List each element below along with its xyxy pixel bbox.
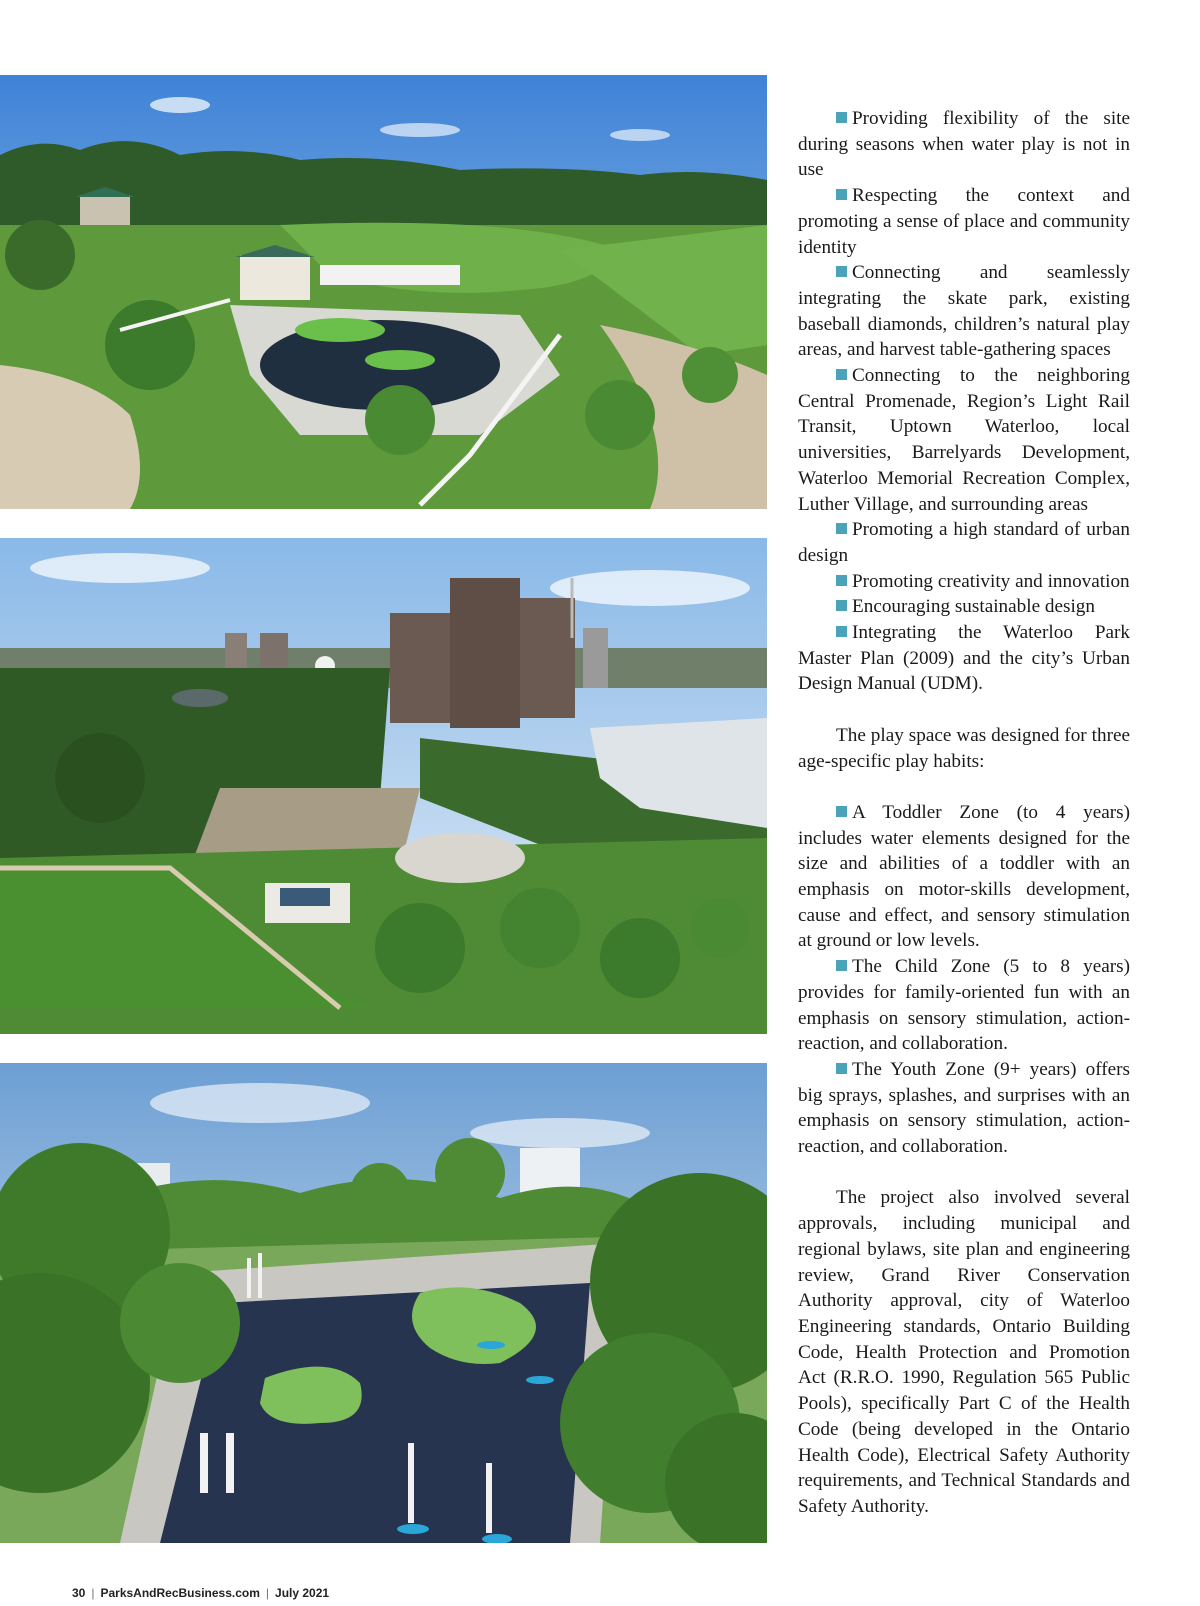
bullet-item: Providing flexibility of the site during seasons when water play is not in use — [798, 108, 1130, 181]
bullet-item: Promoting creativity and innovation — [798, 569, 1130, 595]
zones-intro-paragraph: The play space was designed for three age-specific play habits: — [798, 724, 1130, 772]
square-bullet-icon — [836, 189, 847, 200]
article-text-column — [798, 106, 1130, 1520]
bullet-item: Connecting to the neighboring Central Promenade, Region’s Light Rail Transit, Uptown Waterloo, local universities, Barrelyards Development, Waterloo Memorial Recreation Complex, Luther Village, and surrounding areas — [798, 365, 1130, 515]
issue-date: July 2021 — [275, 1586, 330, 1600]
square-bullet-icon — [836, 806, 847, 817]
footer-separator: | — [265, 1586, 270, 1600]
square-bullet-icon — [836, 1063, 847, 1074]
bullet-item: Connecting and seamlessly integrating the skate park, existing baseball diamonds, children’s natural play areas, and harvest table-gathering spaces — [798, 262, 1130, 361]
paragraph-spacer — [798, 1160, 1130, 1186]
square-bullet-icon — [836, 626, 847, 637]
paragraph-spacer — [798, 774, 1130, 800]
splash-pad-rendering — [0, 1063, 767, 1543]
bullet-item: Integrating the Waterloo Park Master Plan (2009) and the city’s Urban Design Manual (UDM). — [798, 622, 1130, 695]
square-bullet-icon — [836, 960, 847, 971]
aerial-photo-uptown-park — [0, 538, 767, 1034]
approvals-paragraph: The project also involved several approvals, including municipal and regional bylaws, site plan and engineering review, Grand River Conservation Authority approval, city of Waterloo Engineering standards, Ontario Building Code, Health Protection and Promotion Act (R.R.O. 1990, Regulation 565 Public Pools), specifically Part C of the Health Code (being developed in the Ontario Health Code), Electrical Safety Authority requirements, and Technical Standards and Safety Authority. — [798, 1187, 1130, 1517]
square-bullet-icon — [836, 266, 847, 277]
square-bullet-icon — [836, 523, 847, 534]
square-bullet-icon — [836, 575, 847, 586]
page-number: 30 — [72, 1586, 86, 1600]
bullet-item: Promoting a high standard of urban design — [798, 519, 1130, 566]
zone-item: The Child Zone (5 to 8 years) provides for family-oriented fun with an emphasis on sensory stimulation, action-reaction, and collaboration. — [798, 956, 1130, 1055]
paragraph-spacer — [798, 697, 1130, 723]
square-bullet-icon — [836, 369, 847, 380]
square-bullet-icon — [836, 600, 847, 611]
zone-item: The Youth Zone (9+ years) offers big sprays, splashes, and surprises with an emphasis on sensory stimulation, action-reaction, and collaboration. — [798, 1058, 1130, 1158]
publication-site: ParksAndRecBusiness.com — [100, 1586, 260, 1600]
zone-item: A Toddler Zone (to 4 years) includes water elements designed for the size and abilities of a toddler with an emphasis on motor-skills development, cause and effect, and sensory stimulation at ground or low levels. — [798, 801, 1130, 952]
square-bullet-icon — [836, 112, 847, 123]
bullet-item: Encouraging sustainable design — [798, 594, 1130, 620]
bullet-item: Respecting the context and promoting a sense of place and community identity — [798, 185, 1130, 258]
page-footer — [72, 1586, 329, 1600]
footer-separator: | — [91, 1586, 95, 1600]
aerial-photo-splash-pad-ballfields — [0, 75, 767, 509]
